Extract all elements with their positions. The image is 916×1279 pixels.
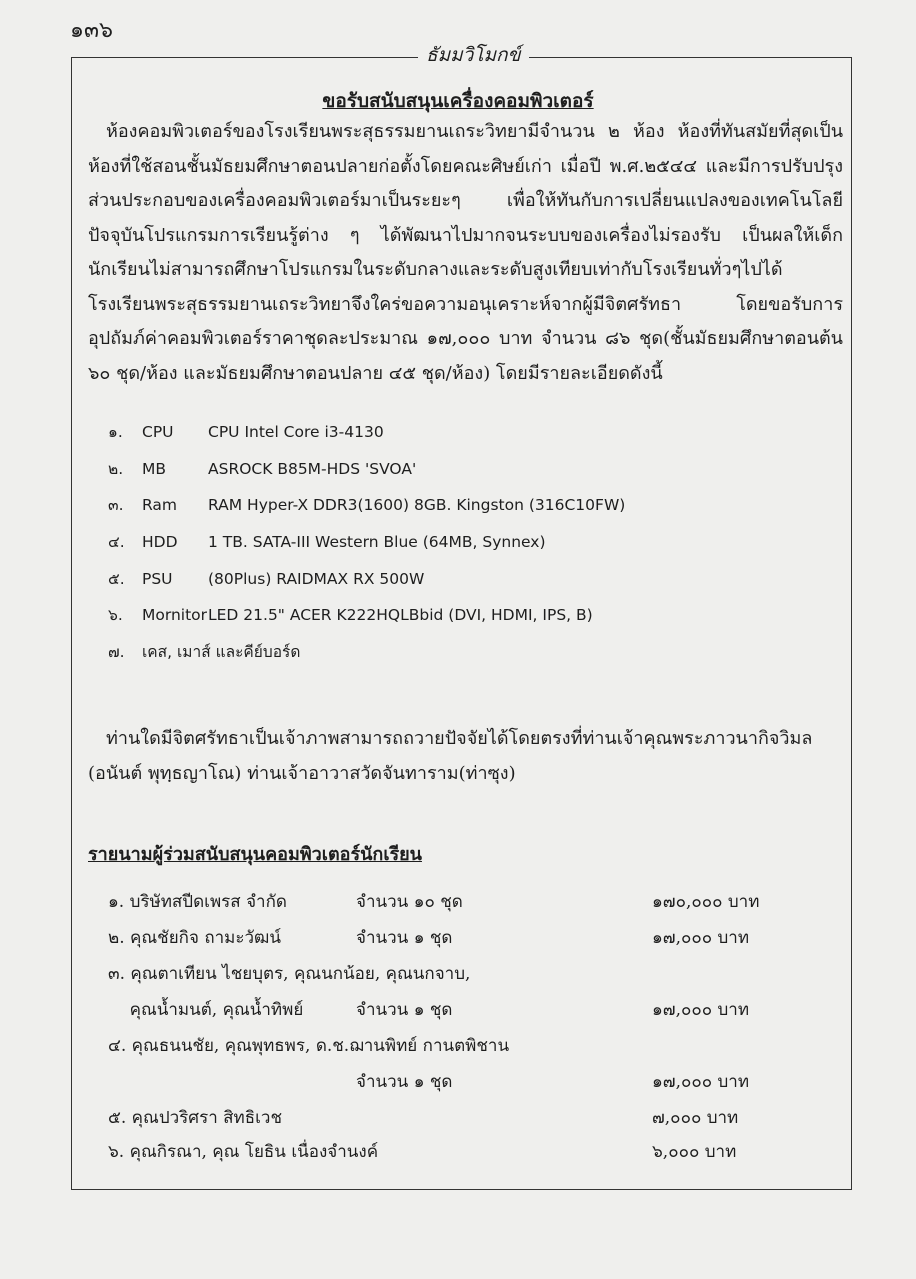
donor-qty: จำนวน ๑ ชุด [356, 1072, 453, 1092]
spec-number: ๕. [108, 569, 125, 588]
spec-key: Ram [142, 496, 178, 515]
spec-value: 1 TB. SATA-III Western Blue (64MB, Synnex) [208, 533, 546, 552]
spec-number: ๒. [108, 459, 124, 478]
spec-value: CPU Intel Core i3-4130 [208, 423, 384, 441]
donor-amount: ๑๗,๐๐๐ บาท [652, 928, 750, 948]
spec-value: (80Plus) RAIDMAX RX 500W [208, 569, 425, 588]
spec-key: MB [142, 459, 167, 478]
donor-name: ๔. คุณธนนชัย, คุณพุทธพร, ด.ช.ฌานพิทย์ กานตพิชาน [108, 1036, 510, 1056]
spec-number: ๔. [108, 533, 125, 552]
spec-key: Mornitor [142, 606, 208, 625]
donor-qty: จำนวน ๑๐ ชุด [356, 892, 463, 912]
paragraph-text: ห้องคอมพิวเตอร์ของโรงเรียนพระสุธรรมยานเถระวิทยามีจำนวน ๒ ห้อง ห้องที่ทันสมัยที่สุดเป็นห้องที่ใช้สอนชั้นมัธยมศึกษาตอนปลายก่อตั้งโดยคณะศิษย์เก่า เมื่อปี พ.ศ.๒๕๔๔ และมีการปรับปรุงส่วนประกอบของเครื่องคอมพิวเตอร์มาเป็นระยะๆ เพื่อให้ทันกับการเปลี่ยนแปลงของเทคโนโลยีปัจจุบันโปรแกรมการเรียนรู้ต่าง ๆ ได้พัฒนาไปมากจนระบบของเครื่องไม่รองรับ เป็นผลให้เด็กนักเรียนไม่สามารถศึกษาโปรแกรมในระดับกลางและระดับสูงเทียบเท่ากับโรงเรียนทั่วๆไปได้ โรงเรียนพระสุธรรมยานเถระวิทยาจึงใคร่ขอความอนุเคราะห์จากผู้มีจิตศรัทธา โดยขอรับการอุปถัมภ์ค่าคอมพิวเตอร์ราคาชุดละประมาณ ๑๗,๐๐๐ บาท จำนวน ๘๖ ชุด(ชั้นมัธยมศึกษาตอนต้น ๖๐ ชุด/ห้อง และมัธยมศึกษาตอนปลาย ๔๕ ชุด/ห้อง) โดยมีรายละเอียดดังนี้ [88, 121, 843, 384]
donor-name: ๒. คุณชัยกิจ ถามะวัฒน์ [108, 928, 282, 948]
page-number: ๑๓๖ [70, 18, 113, 43]
spec-key: CPU [142, 423, 174, 441]
spec-key: PSU [142, 569, 173, 588]
spec-value: RAM Hyper-X DDR3(1600) 8GB. Kingston (316C10FW) [208, 496, 626, 515]
spec-number: ๓. [108, 496, 124, 515]
donor-name: ๑. บริษัทสปีดเพรส จำกัด [108, 892, 287, 912]
header-title: ธัมมวิโมกข์ [418, 40, 529, 70]
donor-amount: ๑๗,๐๐๐ บาท [652, 1000, 750, 1020]
donor-name: ๖. คุณกิรณา, คุณ โยธิน เนื่องจำนงค์ [108, 1142, 379, 1162]
donor-name: ๕. คุณปวริศรา สิทธิเวช [108, 1108, 283, 1128]
spec-number: ๗. [108, 643, 125, 662]
request-paragraph [88, 115, 843, 391]
donor-qty: จำนวน ๑ ชุด [356, 928, 453, 948]
spec-number: ๖. [108, 606, 123, 625]
spec-key: เคส, เมาส์ และคีย์บอร์ด [142, 643, 301, 662]
donor-name: คุณน้ำมนต์, คุณน้ำทิพย์ [108, 1000, 304, 1020]
closing-paragraph [88, 722, 843, 791]
donor-qty: จำนวน ๑ ชุด [356, 1000, 453, 1020]
spec-key: HDD [142, 533, 178, 552]
donor-amount: ๗,๐๐๐ บาท [652, 1108, 739, 1128]
spec-value: LED 21.5" ACER K222HQLBbid (DVI, HDMI, IPS, B) [208, 606, 593, 625]
closing-text: ท่านใดมีจิตศรัทธาเป็นเจ้าภาพสามารถถวายปัจจัยได้โดยตรงที่ท่านเจ้าคุณพระภาวนากิจวิมล (อนันต์ พุทฺธญาโณ) ท่านเจ้าอาวาสวัดจันทาราม(ท่าซุง) [88, 728, 813, 784]
spec-number: ๑. [108, 423, 123, 441]
section-title: ขอรับสนับสนุนเครื่องคอมพิวเตอร์ [322, 90, 594, 112]
donor-name: ๓. คุณตาเทียน ไชยบุตร, คุณนกน้อย, คุณนกจาบ, [108, 964, 471, 984]
donor-amount: ๖,๐๐๐ บาท [652, 1142, 737, 1162]
donors-title: รายนามผู้ร่วมสนับสนุนคอมพิวเตอร์นักเรียน [88, 844, 422, 865]
spec-value: ASROCK B85M-HDS 'SVOA' [208, 459, 417, 478]
donor-amount: ๑๗๐,๐๐๐ บาท [652, 892, 760, 912]
donor-amount: ๑๗,๐๐๐ บาท [652, 1072, 750, 1092]
